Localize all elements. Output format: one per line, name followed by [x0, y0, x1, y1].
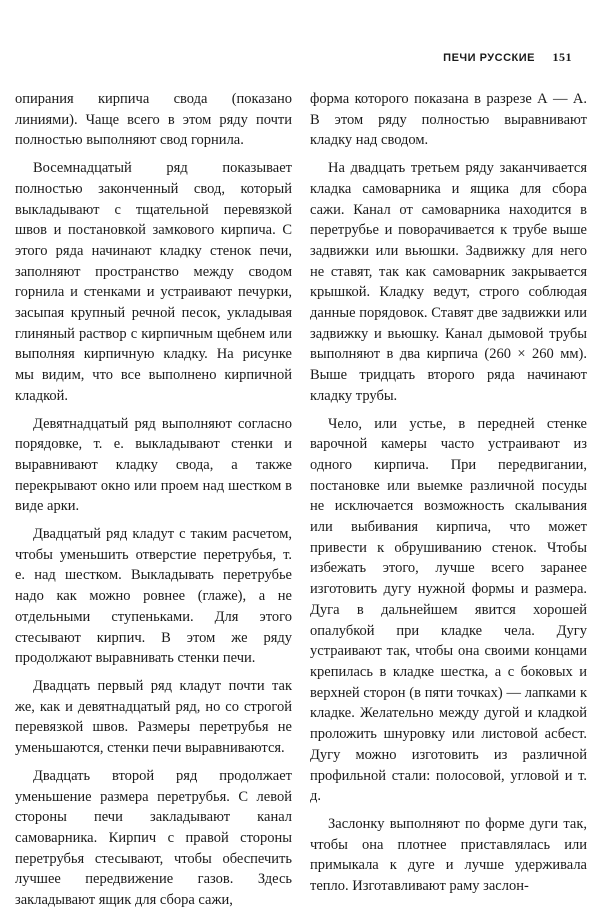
paragraph: На двадцать третьем ряду заканчивается кладка самоварника и ящика для сбора сажи. Канал от самоварника находится в перетрубье и поворачивается к трубе выше задвижки или вьюшки. Задвижку для него не ставят, так как самоварник закрывается крышкой. Кладку ведут, строго соблюдая данные порядовок. Ставят две задвижки или задвижку и вьюшку. Канал дымовой трубы выполняют в два кирпича (260 × 260 мм). Выше тридцать второго ряда начинают кладку трубы. [310, 160, 587, 404]
left-column [15, 89, 292, 918]
paragraph: опирания кирпича свода (показано линиями). Чаще всего в этом ряду почти полностью выполняют свод горнила. [15, 91, 292, 149]
paragraph: форма которого показана в разрезе А — А. В этом ряду полностью выравнивают кладку над сводом. [310, 91, 587, 149]
page-number: 151 [552, 50, 572, 64]
paragraph: Девятнадцатый ряд выполняют согласно порядовке, т. е. выкладывают стенки и выравнивают кладку свода, а также перекрывают окно или проем над шестком в виде арки. [15, 415, 292, 515]
right-column [310, 89, 587, 904]
paragraph: Чело, или устье, в передней стенке варочной камеры часто устраивают из одного кирпича. При передвигании, постановке или выемке различной посуды не исключается возможность скалывания или выбивания кирпича, что может привести к обрушиванию стенок. Чтобы избежать этого, лучше всего заранее изготовить дугу нужной формы и размера. Дуга в дальнейшем явится хорошей опалубкой при кладке чела. Дугу устраивают так, чтобы она своими концами крепилась в кладке шестка, а с боковых и верхней сторон (в пяти точках) — лапками к кладке. Желательно между дугой и кладкой проложить шнуровку или листовой асбест. Дугу можно изготовить из различной профильной стали: полосовой, угловой и т. д. [310, 415, 587, 805]
paragraph: Восемнадцатый ряд показывает полностью законченный свод, который выкладывают с тщательной перевязкой швов и постановкой замкового кирпича. С этого ряда начинают кладку стенок печи, заполняют пространство между сводом горнила и стенками и устраивают печурки, засыпая крупный речной песок, укладывая глиняный раствор с кирпичным щебнем или выполняя кирпичную кладку. На рисунке мы видим, что все выполнено кирпичной кладкой. [15, 160, 292, 404]
paragraph: Двадцать первый ряд кладут почти так же, как и девятнадцатый ряд, но со строгой перевязкой швов. Размеры перетрубья не уменьшаются, стенки печи выравниваются. [15, 677, 292, 757]
paragraph: Двадцатый ряд кладут с таким расчетом, чтобы уменьшить отверстие перетрубья, т. е. над шестком. Выкладывать перетрубье надо как можно ровнее (глаже), а не отдельными ступеньками. Для этого стесывают кирпич. В этом же ряду продолжают выравнивать стенки печи. [15, 526, 292, 667]
running-header [443, 50, 572, 65]
paragraph: Заслонку выполняют по форме дуги так, чтобы она плотнее приставлялась или примыкала к дуге и лучше удерживала тепло. Изготавливают раму заслон- [310, 815, 587, 895]
running-title: ПЕЧИ РУССКИЕ [443, 52, 535, 64]
paragraph: Двадцать второй ряд продолжает уменьшение размера перетрубья. С левой стороны печи закладывают канал самоварника. Кирпич с правой стороны перетрубья стесывают, чтобы обеспечить лучшее передвижение газов. Здесь закладывают ящик для сбора сажи, [15, 767, 292, 909]
